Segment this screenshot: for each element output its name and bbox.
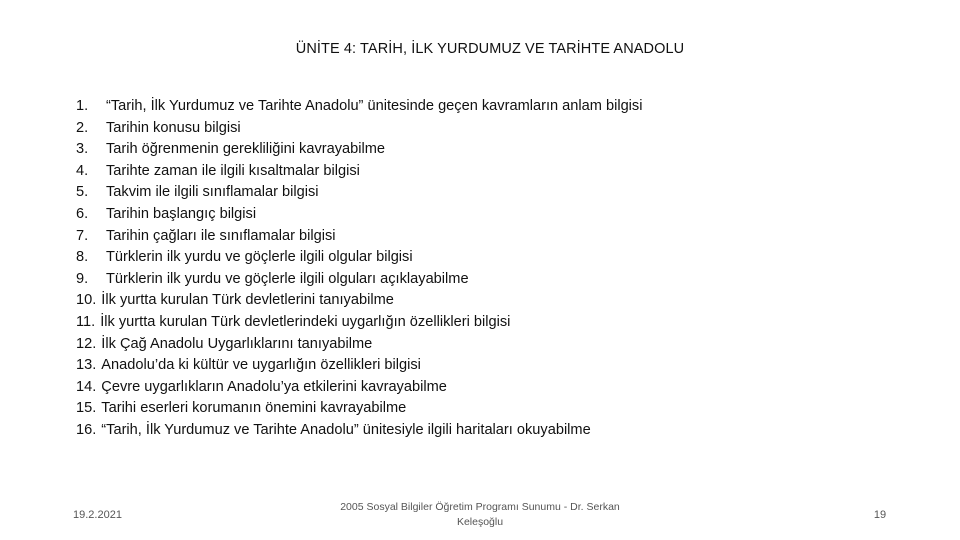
objective-item (76, 269, 876, 291)
objective-text: Anadolu’da ki kültür ve uygarlığın özellikleri bilgisi (101, 357, 421, 374)
objective-item (76, 161, 876, 183)
objective-item (76, 420, 876, 442)
objective-text: Tarihin konusu bilgisi (106, 119, 241, 136)
objective-item (76, 312, 876, 334)
footer-page-number: 19 (873, 509, 887, 521)
objective-text: “Tarih, İlk Yurdumuz ve Tarihte Anadolu” ünitesiyle ilgili haritaları okuyabilme (101, 421, 591, 438)
objective-item (76, 290, 876, 312)
objective-number: 14. (76, 378, 97, 395)
objective-text: Takvim ile ilgili sınıflamalar bilgisi (106, 184, 319, 201)
objective-text: Türklerin ilk yurdu ve göçlerle ilgili olgular bilgisi (106, 249, 413, 266)
objective-number: 5. (76, 184, 89, 201)
objective-number: 10. (76, 292, 97, 309)
objective-text: Çevre uygarlıkların Anadolu’ya etkilerini kavrayabilme (101, 378, 447, 395)
footer-presentation-title: 2005 Sosyal Bilgiler Öğretim Programı Sunumu - Dr. Serkan Keleşoğlu (340, 501, 620, 528)
objective-text: İlk yurtta kurulan Türk devletlerini tanıyabilme (101, 292, 394, 309)
objective-number: 11. (76, 313, 96, 330)
objective-text: Tarihin başlangıç bilgisi (106, 205, 257, 222)
objective-text: Tarihi eserleri korumanın önemini kavrayabilme (101, 400, 407, 417)
objective-text: “Tarih, İlk Yurdumuz ve Tarihte Anadolu” ünitesinde geçen kavramların anlam bilgisi (106, 98, 643, 114)
objective-number: 16. (76, 421, 97, 438)
objective-number: 2. (76, 119, 89, 136)
objective-item (76, 182, 876, 204)
objective-number: 13. (76, 357, 97, 374)
objective-number: 1. (76, 98, 89, 114)
objective-item (76, 247, 876, 269)
objective-text: Tarih öğrenmenin gerekliliğini kavrayabilme (106, 141, 386, 158)
objective-text: Tarihte zaman ile ilgili kısaltmalar bilgisi (106, 162, 360, 179)
objective-text: Tarihin çağları ile sınıflamalar bilgisi (106, 227, 336, 244)
objective-text: Türklerin ilk yurdu ve göçlerle ilgili olguları açıklayabilme (106, 270, 469, 287)
objective-text: İlk Çağ Anadolu Uygarlıklarını tanıyabilme (101, 335, 373, 352)
objectives-list (76, 96, 876, 442)
objective-text: İlk yurtta kurulan Türk devletlerindeki uygarlığın özellikleri bilgisi (100, 313, 511, 330)
objective-number: 7. (76, 227, 89, 244)
objective-number: 15. (76, 400, 97, 417)
objective-item (76, 334, 876, 356)
objective-item (76, 139, 876, 161)
objective-item (76, 96, 876, 118)
objective-number: 6. (76, 205, 89, 222)
objective-item (76, 204, 876, 226)
footer-date: 19.2.2021 (73, 509, 122, 521)
objective-number: 8. (76, 249, 89, 266)
objective-number: 3. (76, 141, 89, 158)
slide-title: ÜNİTE 4: TARİH, İLK YURDUMUZ VE TARİHTE ANADOLU (295, 41, 685, 57)
objective-item (76, 377, 876, 399)
objective-number: 4. (76, 162, 89, 179)
objective-number: 9. (76, 270, 89, 287)
objective-number: 12. (76, 335, 97, 352)
objective-item (76, 226, 876, 248)
objective-item (76, 355, 876, 377)
objective-item (76, 118, 876, 140)
objective-item (76, 398, 876, 420)
